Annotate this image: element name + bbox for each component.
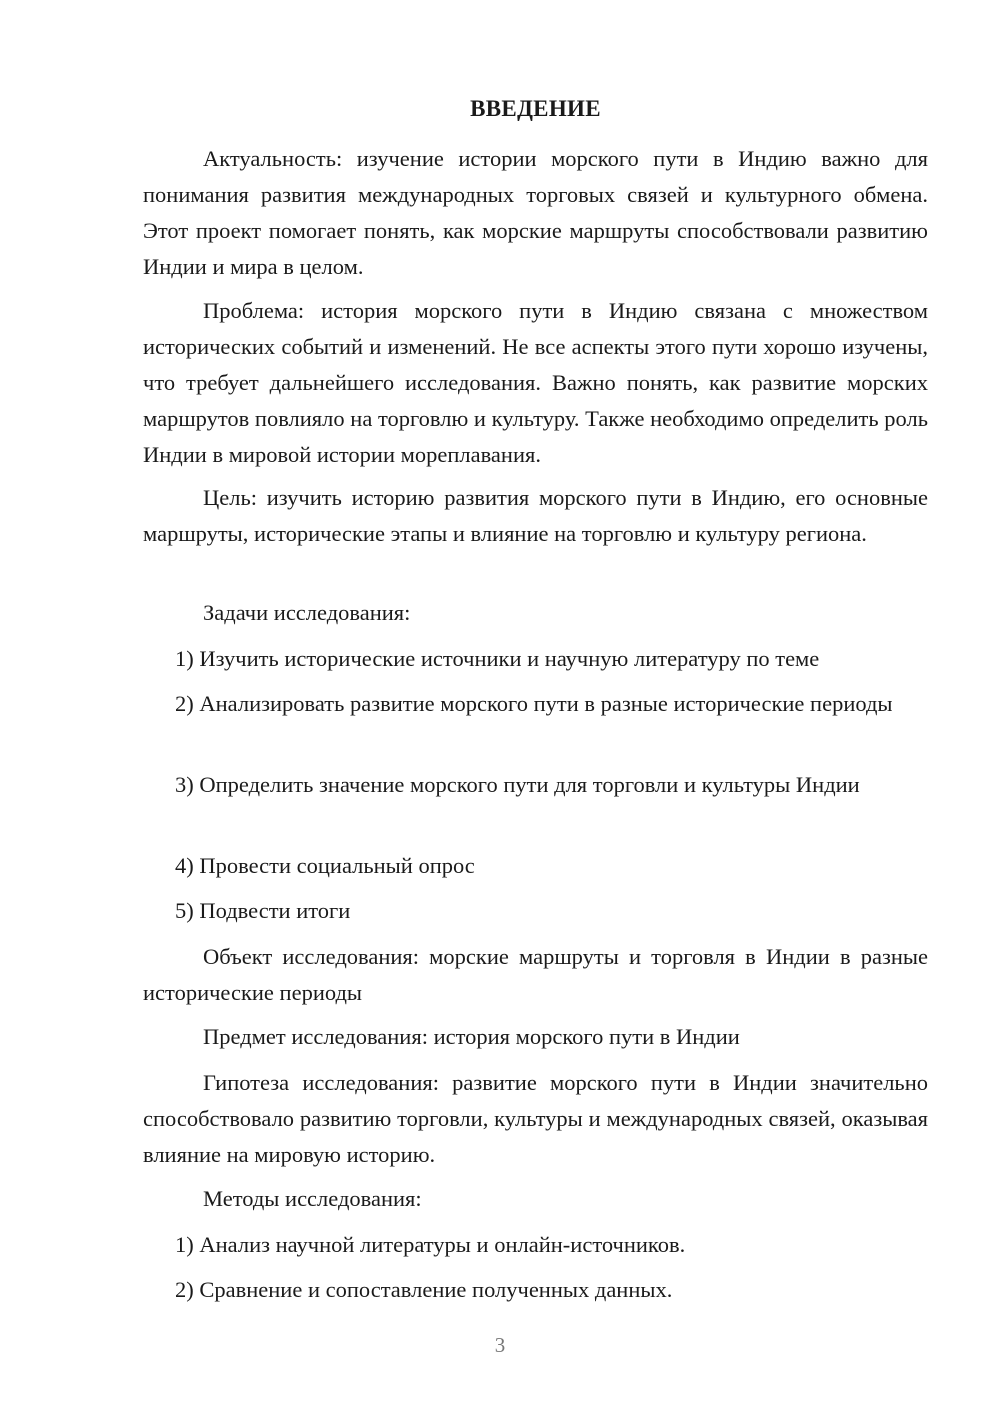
goal-paragraph: Цель: изучить историю развития морского пути в Индию, его основные маршруты, исторические этапы и влияние на торговлю и культуру региона. [143, 485, 928, 546]
task-item: 5) Подвести итоги [175, 898, 351, 923]
hypothesis-paragraph: Гипотеза исследования: развитие морского пути в Индии значительно способствовало развитию торговли, культуры и международных связей, оказывая влияние на мировую историю. [143, 1070, 928, 1167]
method-item: 2) Сравнение и сопоставление полученных данных. [175, 1277, 673, 1302]
subject-paragraph: Предмет исследования: история морского пути в Индии [203, 1024, 740, 1049]
page-number: 3 [494, 1333, 506, 1357]
method-item: 1) Анализ научной литературы и онлайн-источников. [175, 1232, 686, 1257]
problem-paragraph: Проблема: история морского пути в Индию связана с множеством исторических событий и изменений. Не все аспекты этого пути хорошо изучены, что требует дальнейшего исследования. Важно понять, как развитие морских маршрутов повлияло на торговлю и культуру. Также необходимо определить роль Индии в мировой истории мореплавания. [143, 298, 928, 467]
relevance-paragraph: Актуальность: изучение истории морского пути в Индию важно для понимания развития международных торговых связей и культурного обмена. Этот проект помогает понять, как морские маршруты способствовали развитию Индии и мира в целом. [143, 146, 928, 279]
task-item: 4) Провести социальный опрос [175, 853, 475, 878]
methods-title: Методы исследования: [203, 1186, 422, 1211]
object-paragraph: Объект исследования: морские маршруты и торговля в Индии в разные исторические периоды [143, 944, 928, 1005]
tasks-title: Задачи исследования: [203, 600, 411, 625]
task-item: 2) Анализировать развитие морского пути в разные исторические периоды [175, 691, 893, 716]
task-item: 1) Изучить исторические источники и научную литературу по теме [175, 646, 820, 671]
section-heading: ВВЕДЕНИЕ [470, 96, 601, 121]
task-item: 3) Определить значение морского пути для торговли и культуры Индии [175, 772, 860, 797]
